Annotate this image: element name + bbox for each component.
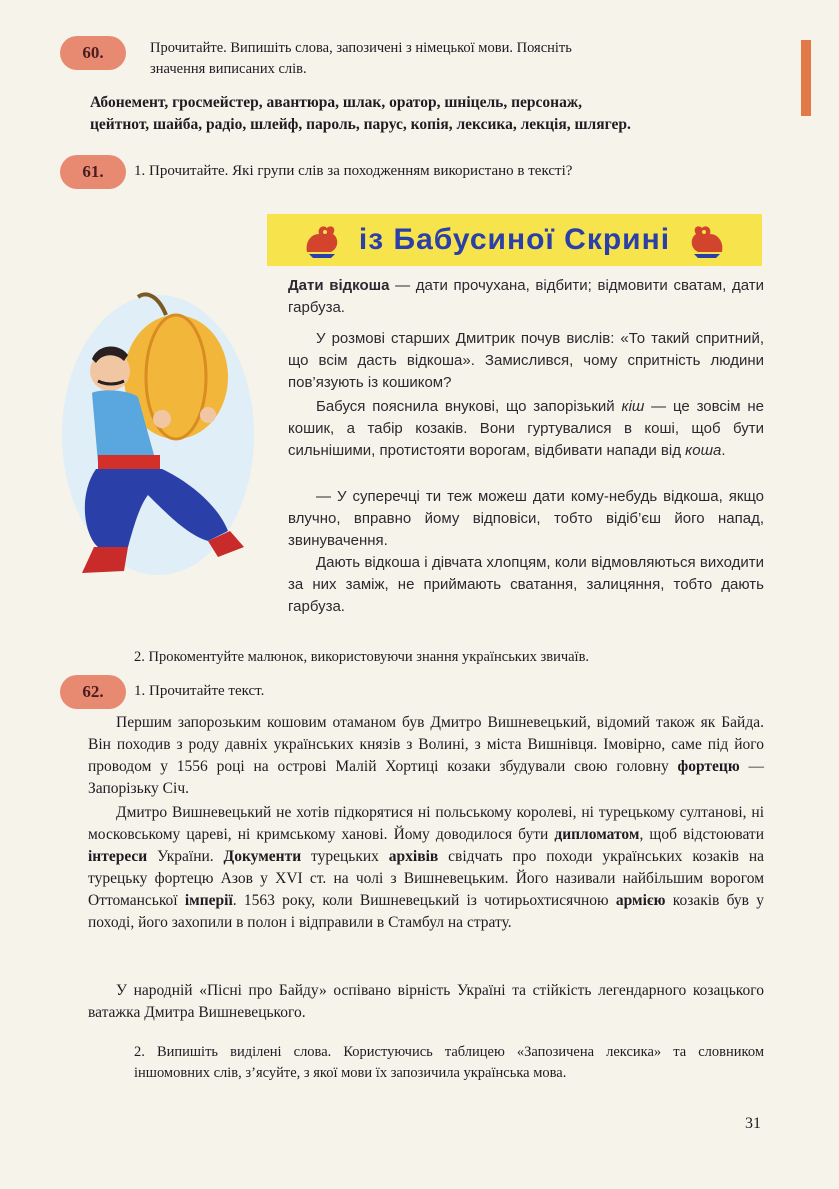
text-run: Першим запорозьким кошовим отаманом був Дмитро Вишневецький, відомий також як Байда. Він походив з роду давніх українських князів з Волині, з міста Вишнівця. Імовірно, саме під його проводом у 1556 році на острові Малій Хортиці козаки збудували свою головну [88, 714, 764, 775]
exercise-number-61: 61. [60, 155, 126, 189]
highlighted-word: армією [615, 892, 666, 909]
definition-text: — дати прочухана, відбити; відмовити сватам, дати гарбуза. [288, 277, 764, 316]
text-run: Бабуся пояснила внукові, що запорізький [316, 398, 622, 415]
rooster-ornament-icon [686, 220, 728, 260]
exercise-number-62: 62. [60, 675, 126, 709]
story-paragraph-2 [288, 396, 764, 462]
italic-word: коша [685, 442, 722, 459]
exercise-61-task-2: 2. Прокоментуйте малюнок, використовуючи знання українських звичаїв. [134, 649, 590, 665]
text-run: турецьких [301, 848, 389, 865]
exercise-60-words [90, 92, 770, 136]
page-number: 31 [745, 1115, 761, 1132]
exercise-60-task [150, 38, 770, 80]
highlighted-word: фортецю [677, 758, 740, 775]
text-run: . [721, 442, 726, 459]
definition [288, 275, 764, 319]
story-paragraph-1: У розмові старших Дмитрик почув вислів: «То такий спритний, що всім дасть відкоша». Замислився, чому спритність людини пов’язують із кошиком? [288, 330, 764, 391]
text-run: свідчать про походи українських козаків на турецьку фортецю Азов у XVI ст. на чолі з Вишневецьким. Його називали найбільшим ворогом Оттоманської [88, 848, 765, 909]
story-paragraph-3: — У суперечці ти теж можеш дати кому-небудь відкоша, якщо влучно, вправно йому відповіси, тобто відіб’єш його напад, звинувачення. [288, 488, 764, 549]
text-run: України. [147, 848, 224, 865]
text-run: — це зовсім не кошик, а табір козаків. Вони гуртувалися в коші, щоб бути сильнішими, протистояти ворогам, відбивати напади від [288, 398, 765, 459]
task-line: Прочитайте. Випишіть слова, запозичені з німецької мови. Поясніть [150, 40, 572, 56]
grandma-chest-banner [267, 214, 762, 266]
italic-word: кіш [621, 398, 645, 415]
history-paragraph-3: У народній «Пісні про Байду» оспівано вірність Україні та стійкість легендарного козацького ватажка Дмитра Вишневецького. [88, 982, 764, 1021]
highlighted-word: архівів [388, 848, 439, 865]
text-run: козаків був у поході, його захопили в полон і відправили в Стамбул на страту. [88, 892, 764, 931]
exercise-61-task-1: 1. Прочитайте. Які групи слів за походженням використано в тексті? [134, 163, 573, 179]
highlighted-word: імперії [184, 892, 233, 909]
story-paragraph-4: Дають відкоша і дівчата хлопцям, коли відмовляються виходити за них заміж, не приймають сватання, залицяння, тобто дають гарбуза. [288, 554, 764, 615]
highlighted-word: дипломатом [554, 826, 640, 843]
banner-title: із Бабусиної Скрині [358, 223, 671, 256]
definition-term: Дати відкоша [288, 277, 390, 294]
highlighted-word: Документи [223, 848, 302, 865]
exercise-62-task-1: 1. Прочитайте текст. [134, 683, 265, 699]
word-list-line: Абонемент, гросмейстер, авантюра, шлак, оратор, шніцель, персонаж, [90, 94, 582, 111]
rooster-ornament-icon [301, 220, 343, 260]
task-line: значення виписаних слів. [150, 61, 307, 77]
cossack-illustration [58, 285, 256, 585]
exercise-number-60: 60. [60, 36, 126, 70]
text-run: , щоб відстоювати [639, 826, 764, 843]
highlighted-word: інтереси [88, 848, 148, 865]
exercise-62-task-2: 2. Випишіть виділені слова. Користуючись таблицею «Запозичена лексика» та словником іншомовних слів, з’ясуйте, з якої мови їх запозичила українська мова. [134, 1044, 764, 1081]
text-run: Дмитро Вишневецький не хотів підкорятися ні польському королеві, ні турецькому султанові, ні московському цареві, ні кримському ханові. Йому доводилося бути [88, 804, 764, 843]
word-list-line: цейтнот, шайба, радіо, шлейф, пароль, парус, копія, лексика, лекція, шлягер. [90, 116, 631, 133]
text-run: . 1563 року, коли Вишневецький із чотирьохтисячною [232, 892, 616, 909]
history-paragraph-1 [88, 712, 764, 800]
side-accent-bar [801, 40, 811, 116]
text-run: — Запорізьку Січ. [88, 758, 764, 797]
history-paragraph-2 [88, 802, 764, 934]
